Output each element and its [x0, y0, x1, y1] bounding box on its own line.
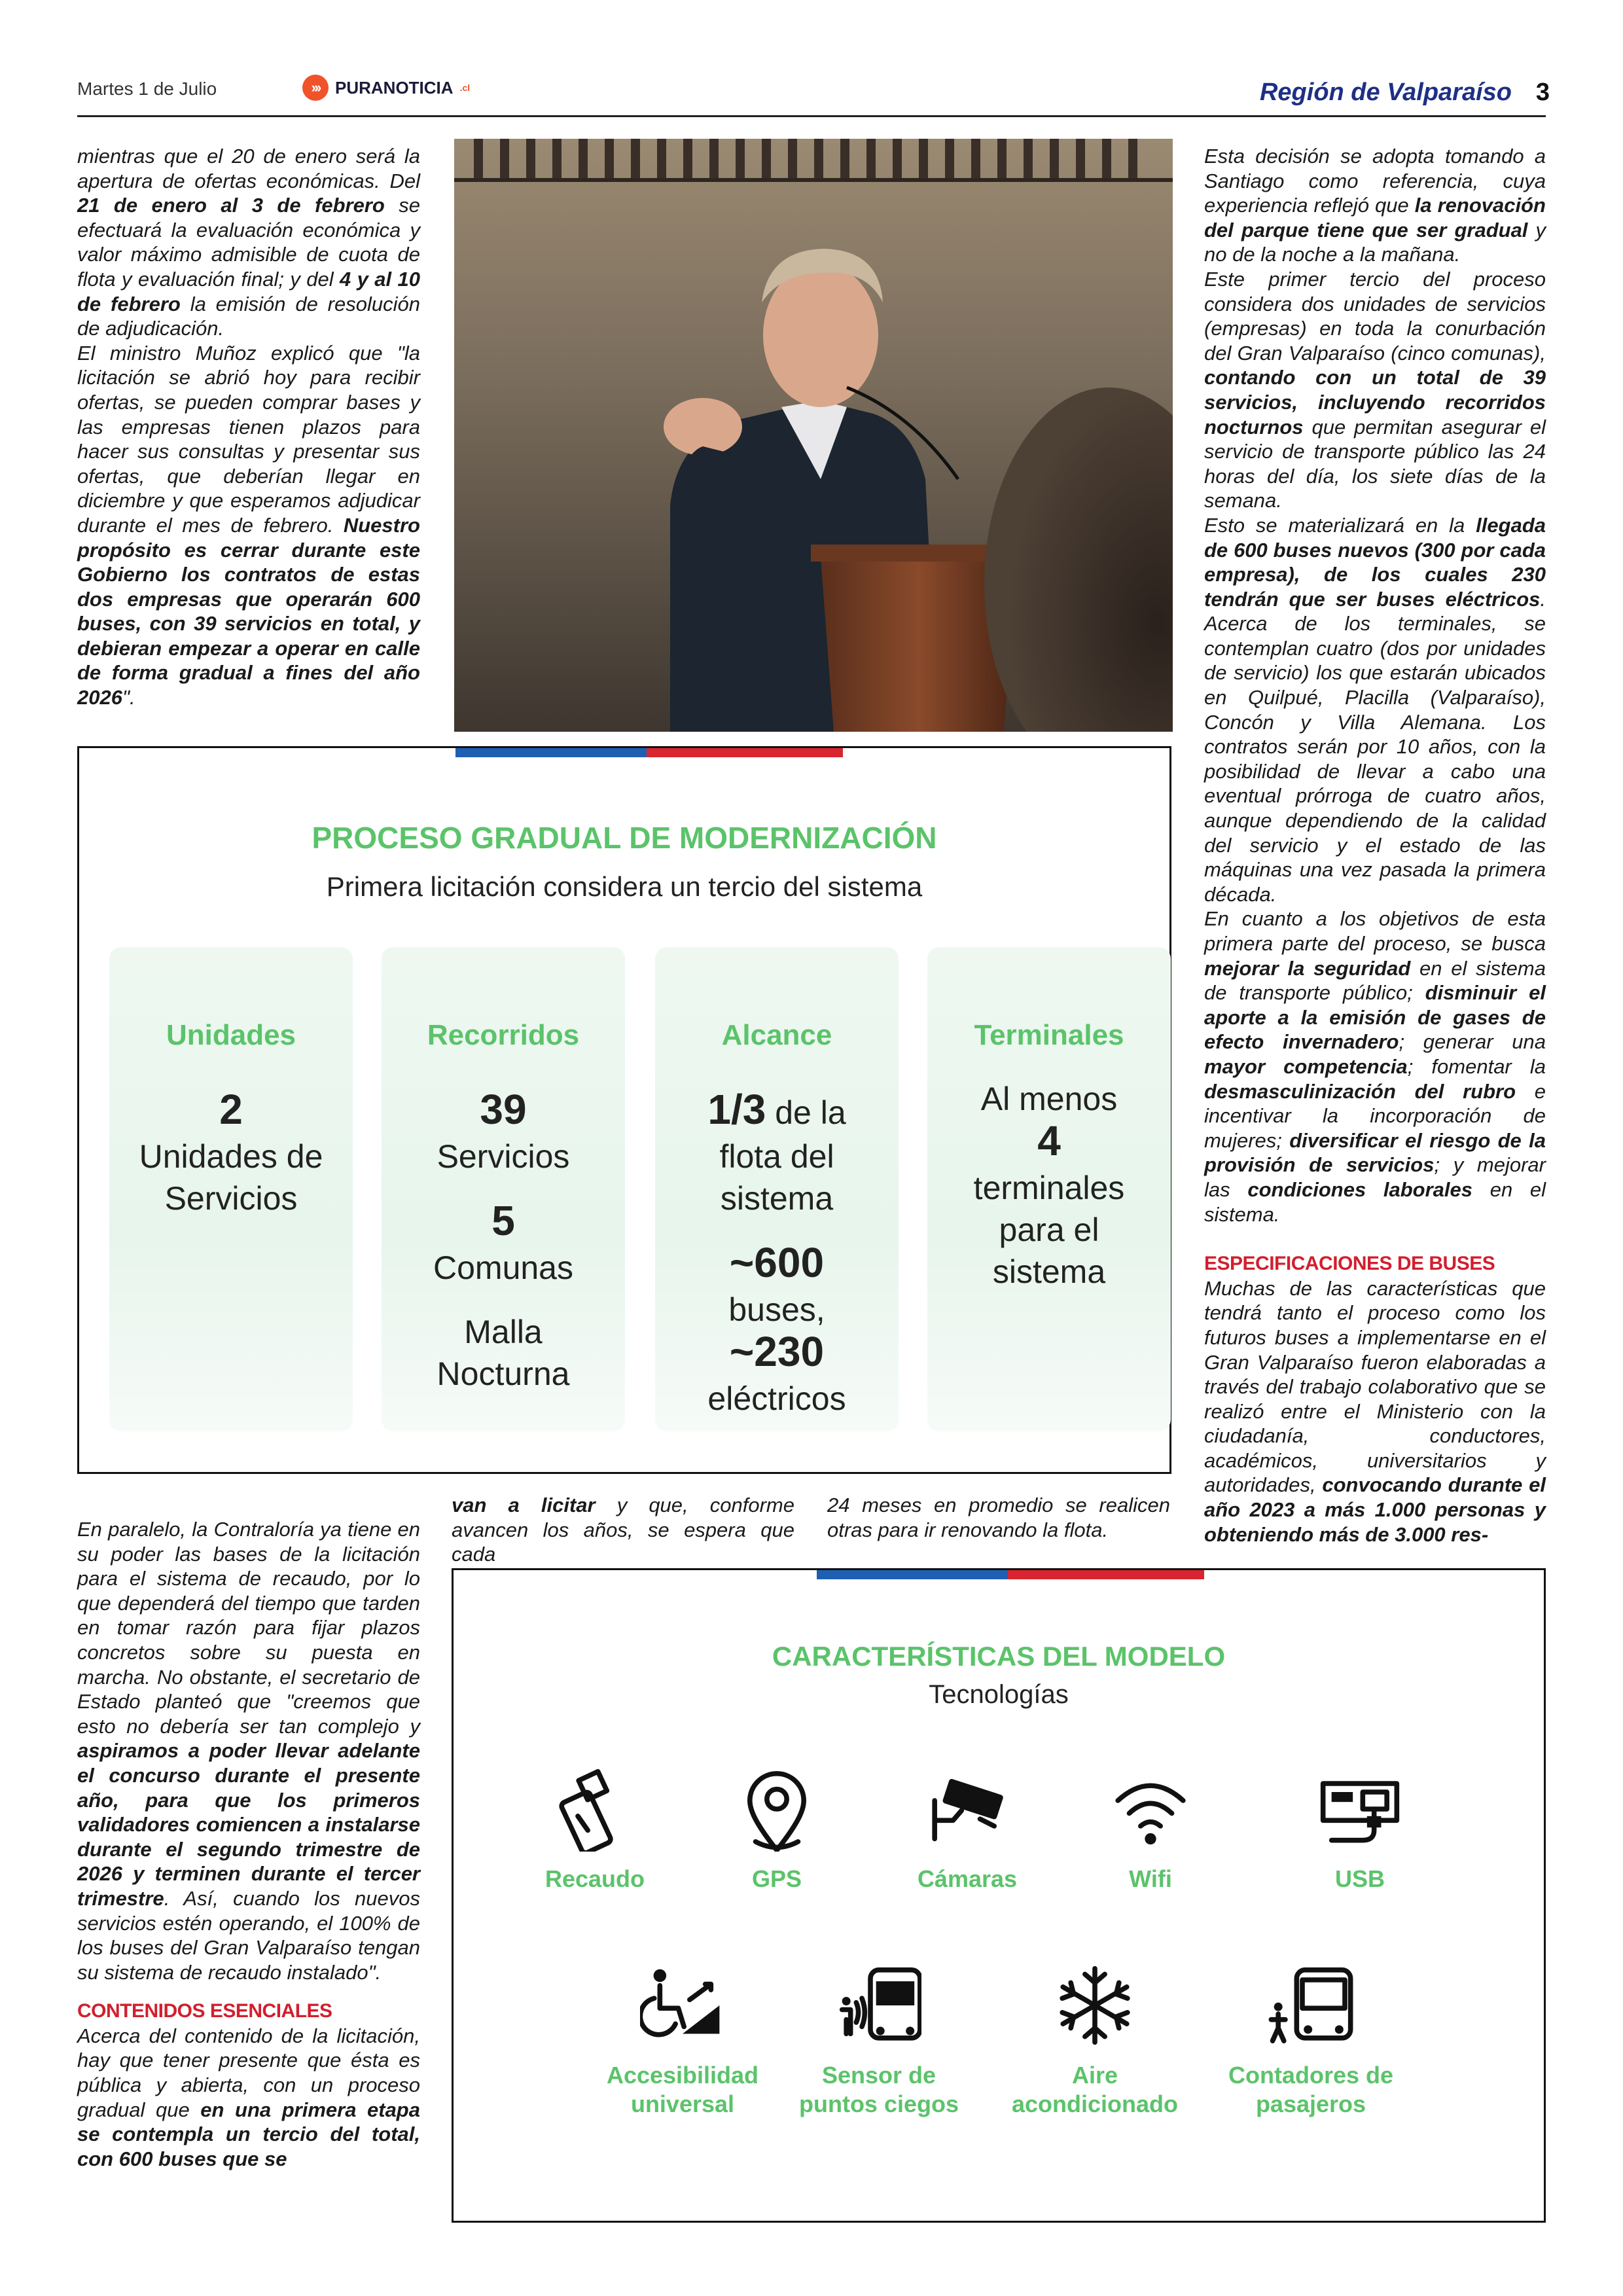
technology-label: Cámaras [917, 1865, 1018, 1892]
text-run: ; generar una [1399, 1030, 1546, 1054]
stat-label: eléctricos [707, 1380, 846, 1417]
text-run: En paralelo, la Contraloría ya tiene en su poder las bases de la licitación para el sistema de recaudo, por lo que dependerá del tiempo que tarden en tomar razón para fijar plazos concretos sobre su puesta en marcha. No obstante, el secretario de Estado planteó que "creemos que esto no debería ser tan complejo y [77, 1518, 420, 1738]
stat-card-line [655, 1239, 899, 1287]
column-3-text [1204, 144, 1546, 1227]
stat-card-line [655, 1136, 899, 1177]
stat-value: 4 [1037, 1117, 1061, 1164]
infographic-title: PROCESO GRADUAL DE MODERNIZACIÓN [312, 821, 937, 855]
photo-illustration [454, 139, 1173, 732]
blind-spot-sensor-icon [836, 1963, 921, 2048]
technology-label: Aire acondicionado [1011, 2062, 1179, 2117]
snowflake-icon [1052, 1963, 1137, 2048]
text-run: la emisión de resolución de adjudicación. [77, 292, 420, 340]
text-run: Nuestro propósito es cerrar durante este Gobierno los contratos de estas dos empresas que operarán 600 buses, con 39 servicios en total, y debieran empezar a operar en calle de forma gradual a fines del año 2026 [77, 513, 420, 709]
text-run: llegada de 600 buses nuevos (300 por cada empresa), de los cuales 230 tendrán que ser buses eléctricos [1204, 513, 1546, 611]
text-run: Esto se materializará en la [1204, 513, 1476, 537]
text-run: convocando durante el año 2023 a más 1.000 personas y obteniendo más de 3.000 res- [1204, 1473, 1546, 1546]
article-column-3 [1204, 144, 1546, 1547]
text-run: que permitan asegurar el servicio de transporte público las 24 horas del día, los siete días de la semana. [1204, 415, 1546, 512]
text-run: mejorar la seguridad [1204, 956, 1411, 980]
text-run: 21 de enero al 3 de febrero [77, 194, 385, 217]
stat-card-line [655, 1378, 899, 1420]
article-column-1-bottom [77, 1517, 420, 2171]
stat-label: Unidades de [139, 1138, 323, 1175]
stat-card-line [655, 1289, 899, 1331]
text-run: van a licitar [452, 1494, 596, 1516]
stat-card-heading: Terminales [974, 1019, 1124, 1051]
infographic-subtitle: Tecnologías [929, 1680, 1069, 1709]
article-column-1-top [77, 144, 420, 710]
infographic-title: CARACTERÍSTICAS DEL MODELO [772, 1641, 1226, 1672]
stat-label: flota del [719, 1138, 834, 1175]
stat-card-recorridos [382, 947, 625, 1431]
text-run: Muchas de las características que tendrá tanto el proceso como los futuros buses a implementarse en el Gran Valparaíso fueron elaboradas a través del trabajo colaborativo que se realizó entre el Ministerio con la ciudadanía, conductores, académicos, universitarios y autoridades, [1204, 1276, 1546, 1497]
security-camera-icon [925, 1767, 1010, 1852]
stat-card-terminales [927, 947, 1171, 1431]
stat-card-line [382, 1197, 625, 1245]
stat-label: Comunas [433, 1249, 573, 1286]
section-heading-contenidos: CONTENIDOS ESENCIALES [77, 2000, 332, 2022]
stat-label: Nocturna [437, 1355, 570, 1392]
issue-date: Martes 1 de Julio [77, 79, 217, 99]
stat-label: de la [766, 1094, 846, 1131]
stat-value: 1/3 [707, 1086, 766, 1133]
stat-card-line [927, 1167, 1171, 1209]
stat-label: Servicios [437, 1138, 570, 1175]
wifi-icon [1108, 1767, 1193, 1852]
section-title: Región de Valparaíso [1259, 79, 1512, 106]
text-run: y que, conforme avancen los años, se espera que cada [452, 1494, 794, 1566]
text-run: ; fomentar la [1407, 1054, 1546, 1078]
text-run: 24 meses en promedio se realicen otras para ir renovando la flota. [827, 1494, 1170, 1541]
technology-item [584, 1963, 781, 2119]
text-run: aspiramos a poder llevar adelante el concurso durante el presente año, para que los primeros validadores comiencen a instalarse durante el segundo trimestre de 2026 y terminen durante el tercer trimestre [77, 1739, 420, 1910]
technology-label: Accesibilidad universal [606, 2062, 759, 2117]
page-number: 3 [1535, 79, 1550, 106]
text-run: 4 y al 10 de febrero [77, 267, 421, 315]
text-run: Este primer tercio del proceso considera dos unidades de servicios (empresas) en toda la conurbación del Gran Valparaíso (cinco comunas), [1204, 267, 1546, 365]
flag-color-bar [817, 1570, 1204, 1579]
text-run: e incentivar la incorporación de mujeres; [1204, 1079, 1546, 1152]
technology-label: Recaudo [544, 1865, 645, 1892]
technology-label: Sensor de puntos ciegos [798, 2062, 959, 2117]
stat-card-line [927, 1209, 1171, 1251]
stat-value: 5 [491, 1197, 515, 1244]
text-run: Acerca del contenido de la licitación, hay que tener presente que ésta es pública y abierta, con un proceso gradual que [77, 2024, 420, 2121]
text-run: ". [122, 686, 135, 709]
stat-card-line [927, 1117, 1171, 1165]
text-run: condiciones laborales [1247, 1177, 1473, 1201]
section-heading-especificaciones: ESPECIFICACIONES DE BUSES [1204, 1253, 1495, 1275]
text-run: y no de la noche a la mañana. [1204, 218, 1546, 266]
stat-card-heading: Alcance [721, 1019, 832, 1051]
technology-item [1213, 1963, 1409, 2119]
text-run: se efectuará la evaluación económica y valor máximo admisible de cuota de flota y evaluación final; y del [77, 194, 420, 291]
technology-item [879, 1767, 1056, 1893]
text-run: Esta decisión se adopta tomando a Santiago como referencia, cuya experiencia reflejó que [1204, 145, 1546, 217]
stat-card-line [382, 1353, 625, 1395]
stat-card-heading: Unidades [166, 1019, 296, 1051]
stat-label: para el [999, 1211, 1099, 1248]
stat-label: sistema [720, 1180, 834, 1217]
stat-card-line [927, 1251, 1171, 1293]
stat-label: Servicios [164, 1180, 298, 1217]
text-run: disminuir el aporte a la emisión de gases de efecto invernadero [1204, 981, 1546, 1054]
text-run: en una primera etapa se contempla un tercio del total, con 600 buses que se [77, 2098, 420, 2170]
text-run: diversificar el riesgo de la provisión de servicios [1204, 1128, 1546, 1177]
stat-value: ~600 [729, 1239, 825, 1286]
column-1-text-c [77, 2024, 420, 2172]
stat-card-line [382, 1088, 625, 1134]
technology-label: Wifi [1129, 1865, 1172, 1892]
flag-color-bar [455, 748, 843, 757]
modernization-process-infographic [77, 746, 1171, 1474]
text-run: en el sistema de transporte público; [1204, 956, 1546, 1005]
card-reader-icon [552, 1767, 637, 1852]
text-run: en el sistema. [1204, 1177, 1546, 1226]
stat-value: 39 [480, 1086, 527, 1133]
stat-value: 2 [219, 1086, 243, 1133]
stat-card-unidades [109, 947, 353, 1431]
stat-card-line [382, 1136, 625, 1177]
column-3-text-b [1204, 1276, 1546, 1547]
text-run: ; y mejorar las [1204, 1153, 1546, 1201]
logo-chevrons-icon: ››› [302, 75, 329, 101]
text-run: En cuanto a los objetivos de esta primera parte del proceso, se busca [1204, 907, 1546, 955]
stat-card-line [109, 1136, 353, 1177]
technology-label: Contadores de pasajeros [1228, 2062, 1394, 2117]
technology-item [1272, 1767, 1448, 1893]
location-pin-icon [734, 1767, 819, 1852]
text-run: la renovación del parque tiene que ser gradual [1204, 194, 1546, 242]
column-1-text-bottom [77, 1517, 420, 1984]
publication-logo[interactable] [302, 75, 470, 101]
text-run: . Así, cuando los nuevos servicios estén operando, el 100% de los buses del Gran Valparaíso tengan su sistema de recaudo instalado". [77, 1886, 420, 1984]
technology-item [705, 1767, 849, 1893]
stat-card-alcance [655, 947, 899, 1431]
passenger-counter-icon [1268, 1963, 1353, 2048]
logo-text: PURANOTICIA [335, 77, 454, 98]
stat-card-line [655, 1088, 899, 1134]
text-run: mientras que el 20 de enero será la apertura de ofertas económicas. Del [77, 145, 420, 192]
stat-card-line [382, 1311, 625, 1353]
stat-card-line [655, 1328, 899, 1376]
technology-label: GPS [751, 1865, 802, 1892]
wheelchair-ramp-icon [640, 1963, 725, 2048]
text-run: desmasculinización del rubro [1204, 1079, 1516, 1103]
stat-label: Al menos [980, 1081, 1118, 1117]
technology-item [990, 1963, 1200, 2119]
text-run: El ministro Muñoz explicó que "la licitación se abrió hoy para recibir ofertas, se pueden comprar bases y las empresas tienen plazos para hacer sus consultas y presentar sus ofertas, que deberían llegar en diciembre y que esperamos adjudicar durante el mes de febrero. [77, 341, 420, 537]
stat-label: sistema [992, 1253, 1106, 1290]
stat-card-line [109, 1088, 353, 1134]
usb-port-icon [1317, 1767, 1402, 1852]
stat-label: buses, [728, 1291, 825, 1328]
stat-card-line [382, 1247, 625, 1289]
stat-card-line [655, 1177, 899, 1219]
article-column-2-bottom [452, 1493, 794, 1567]
article-column-2b-bottom [827, 1493, 1170, 1542]
text-run: contando con un total de 39 servicios, incluyendo recorridos nocturnos [1204, 366, 1546, 439]
stat-value: ~230 [729, 1328, 825, 1375]
technology-item [794, 1963, 964, 2119]
stat-card-line [109, 1177, 353, 1219]
text-run: . Acerca de los terminales, se contemplan cuatro (dos por unidades de servicio) los que estarán ubicados en Quilpué, Placilla (Valparaíso), Concón y Villa Alemana. Los contratos serán por 10 años, con la posibilidad de llevar a cabo una eventual prórroga de cuatro años, aunque dependiendo de la calidad del servicio y el estado de las máquinas una vez pasada la primera década. [1204, 587, 1546, 906]
header-rule [77, 115, 1546, 117]
stat-label: terminales [973, 1170, 1125, 1206]
infographic-subtitle: Primera licitación considera un tercio del sistema [326, 871, 923, 902]
technology-item [516, 1767, 673, 1893]
logo-suffix: .cl [459, 82, 471, 93]
model-characteristics-infographic [452, 1568, 1546, 2223]
technology-label: USB [1334, 1865, 1385, 1892]
stat-label: Malla [464, 1314, 543, 1350]
stat-card-line [927, 1078, 1171, 1120]
stat-card-heading: Recorridos [427, 1019, 580, 1051]
text-run: mayor competencia [1204, 1054, 1408, 1078]
technology-item [1075, 1767, 1226, 1893]
minister-speaking-photo [454, 139, 1173, 732]
